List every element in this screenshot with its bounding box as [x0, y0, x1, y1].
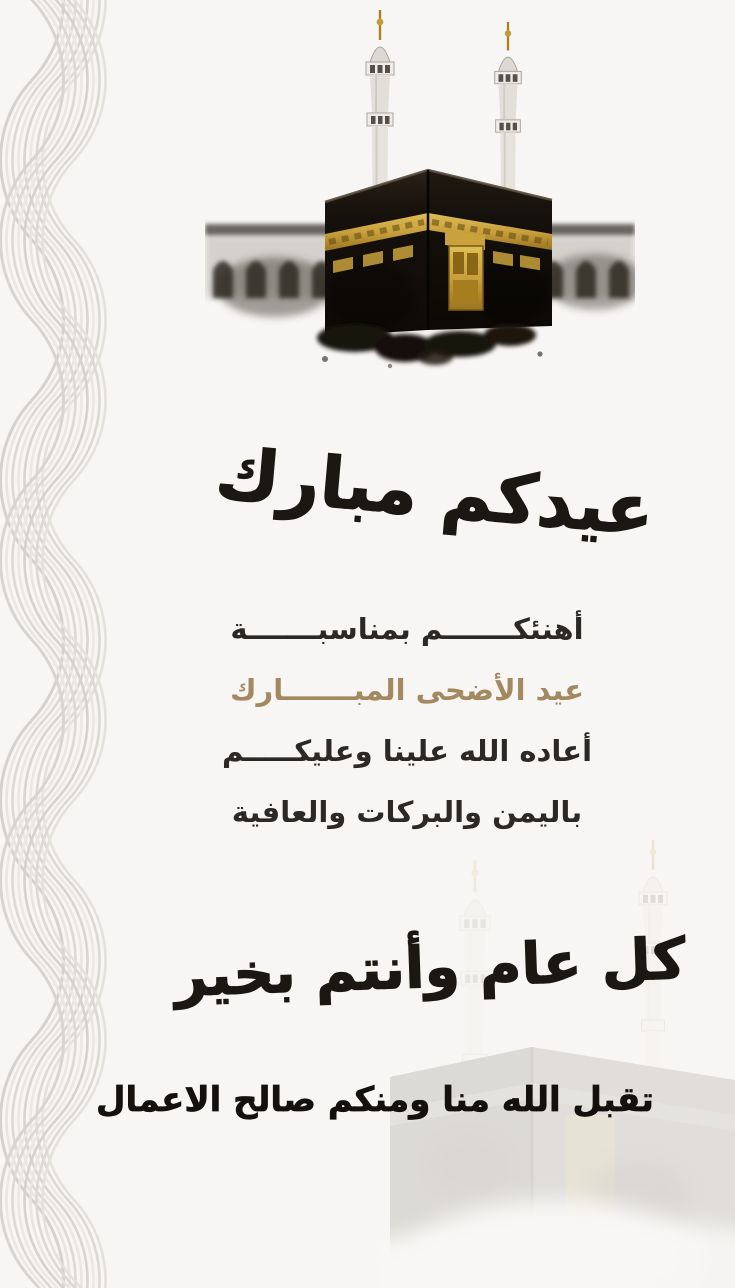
footer-dua-text: تقبل الله منا ومنكم صالح الاعمال — [96, 1080, 654, 1120]
closing-calligraphy: كل عام وأنتم بخير — [173, 926, 687, 1010]
greeting-line-2: عيد الأضحى المبـــــــارك — [229, 673, 585, 707]
greeting-line-4: باليمن والبركات والعافية — [231, 795, 583, 829]
greeting-block — [147, 599, 667, 843]
kaaba-illustration — [205, 2, 635, 370]
main-calligraphy: عيدكم مبارك — [212, 432, 658, 552]
greeting-line-1: أهنئكـــــــم بمناسبـــــــة — [230, 612, 584, 646]
greeting-line-3: أعاده الله علينا وعليكـــــم — [221, 734, 593, 768]
